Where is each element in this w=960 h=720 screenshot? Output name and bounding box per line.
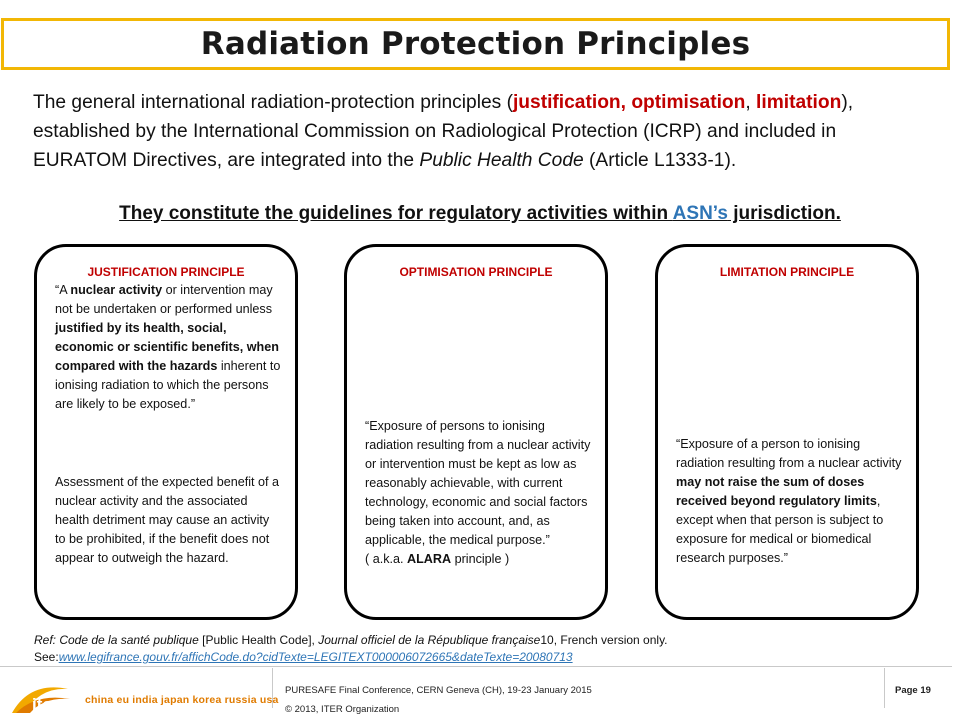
reference-see-label: See: (34, 650, 59, 664)
guideline-text-2: jurisdiction. (727, 203, 841, 224)
legifrance-link[interactable]: www.legifrance.gouv.fr/affichCode.do?cidTexte=LEGITEXT000006072665&dateTexte=20080713 (58, 650, 573, 664)
justification-card (34, 244, 298, 620)
justification-text-2: or intervention may not be undertaken or performed unless (55, 283, 273, 316)
reference-line-2 (34, 649, 934, 666)
optimisation-quote (365, 417, 591, 569)
limitation-text-1: “Exposure of a person to ionising radiation resulting from a nuclear activity (676, 437, 902, 470)
justification-text-1: “A (55, 283, 71, 297)
intro-text-2: ), established by the International Commission on Radiological Protection (ICRP) and included in EURATOM Directives, are integrated into the (33, 92, 854, 171)
reference-line-1 (34, 632, 934, 649)
justification-bold-1: nuclear activity (70, 283, 163, 297)
footer-divider (0, 666, 952, 667)
intro-text-1: The general international radiation-protection principles ( (33, 92, 513, 113)
keyword-optimisation: optimisation (631, 92, 746, 113)
optimisation-title: OPTIMISATION PRINCIPLE (399, 265, 553, 279)
keyword-separator-2: , (745, 92, 757, 113)
reference-note (34, 632, 934, 666)
intro-text-3: (Article L1333-1). (583, 150, 737, 171)
keyword-separator-1: , (620, 92, 632, 113)
justification-bold-2: justified by its health, social, economic or scientific benefits, when compared with the hazards (55, 321, 279, 373)
limitation-card (655, 244, 919, 620)
justification-assessment: Assessment of the expected benefit of a nuclear activity and the associated health detriment may cause an activity to be prohibited, if the benefit does not appear to outweigh the hazard. (55, 475, 280, 565)
optimisation-text-1: “Exposure of persons to ionising radiation resulting from a nuclear activity or intervention must be kept as low as reasonably achievable, with current technology, economic and social factors being taken into account, and, as applicable, the medical purpose.” (365, 419, 591, 547)
guideline-statement (0, 203, 960, 225)
limitation-bold-1: may not raise the sum of doses received beyond regulatory limits (676, 475, 877, 508)
reference-lead: Ref: Code de la santé publique (34, 633, 199, 647)
reference-text-2: 10, French version only. (540, 633, 668, 647)
guideline-text-1: They constitute the guidelines for regulatory activities within (119, 203, 673, 224)
page-number: Page 19 (895, 685, 931, 696)
reference-journal: Journal officiel de la République française (318, 633, 541, 647)
member-countries: china eu india japan korea russia usa (85, 694, 279, 706)
copyright: © 2013, ITER Organization (285, 704, 400, 715)
optimisation-card (344, 244, 608, 620)
limitation-quote (676, 435, 902, 568)
justification-quote (55, 281, 281, 414)
justification-title: JUSTIFICATION PRINCIPLE (87, 265, 245, 279)
optimisation-text-3: principle ) (451, 552, 510, 566)
alara-label: ALARA (407, 552, 452, 566)
keyword-limitation: limitation (756, 92, 842, 113)
footer-separator-right (884, 668, 885, 708)
keyword-justification: justification (512, 92, 621, 113)
title-banner (1, 18, 950, 70)
justification-text-3: inherent to ionising radiation to which the persons are likely to be exposed.” (55, 359, 281, 411)
limitation-title: LIMITATION PRINCIPLE (719, 265, 855, 279)
iter-logo (10, 677, 72, 715)
limitation-text-2: , except when that person is subject to exposure for medical or biomedical research purposes.” (676, 494, 884, 565)
svg-text:iter: iter (32, 695, 59, 714)
asn-link[interactable]: ASN’s (672, 203, 728, 224)
intro-paragraph (33, 88, 933, 175)
page-title: Radiation Protection Principles (200, 26, 751, 62)
optimisation-text-2: ( a.k.a. (365, 552, 407, 566)
conference-label: PURESAFE Final Conference, CERN Geneva (CH), 19-23 January 2015 (285, 685, 592, 696)
public-health-code: Public Health Code (419, 150, 584, 171)
reference-text-1: [Public Health Code], (198, 633, 319, 647)
